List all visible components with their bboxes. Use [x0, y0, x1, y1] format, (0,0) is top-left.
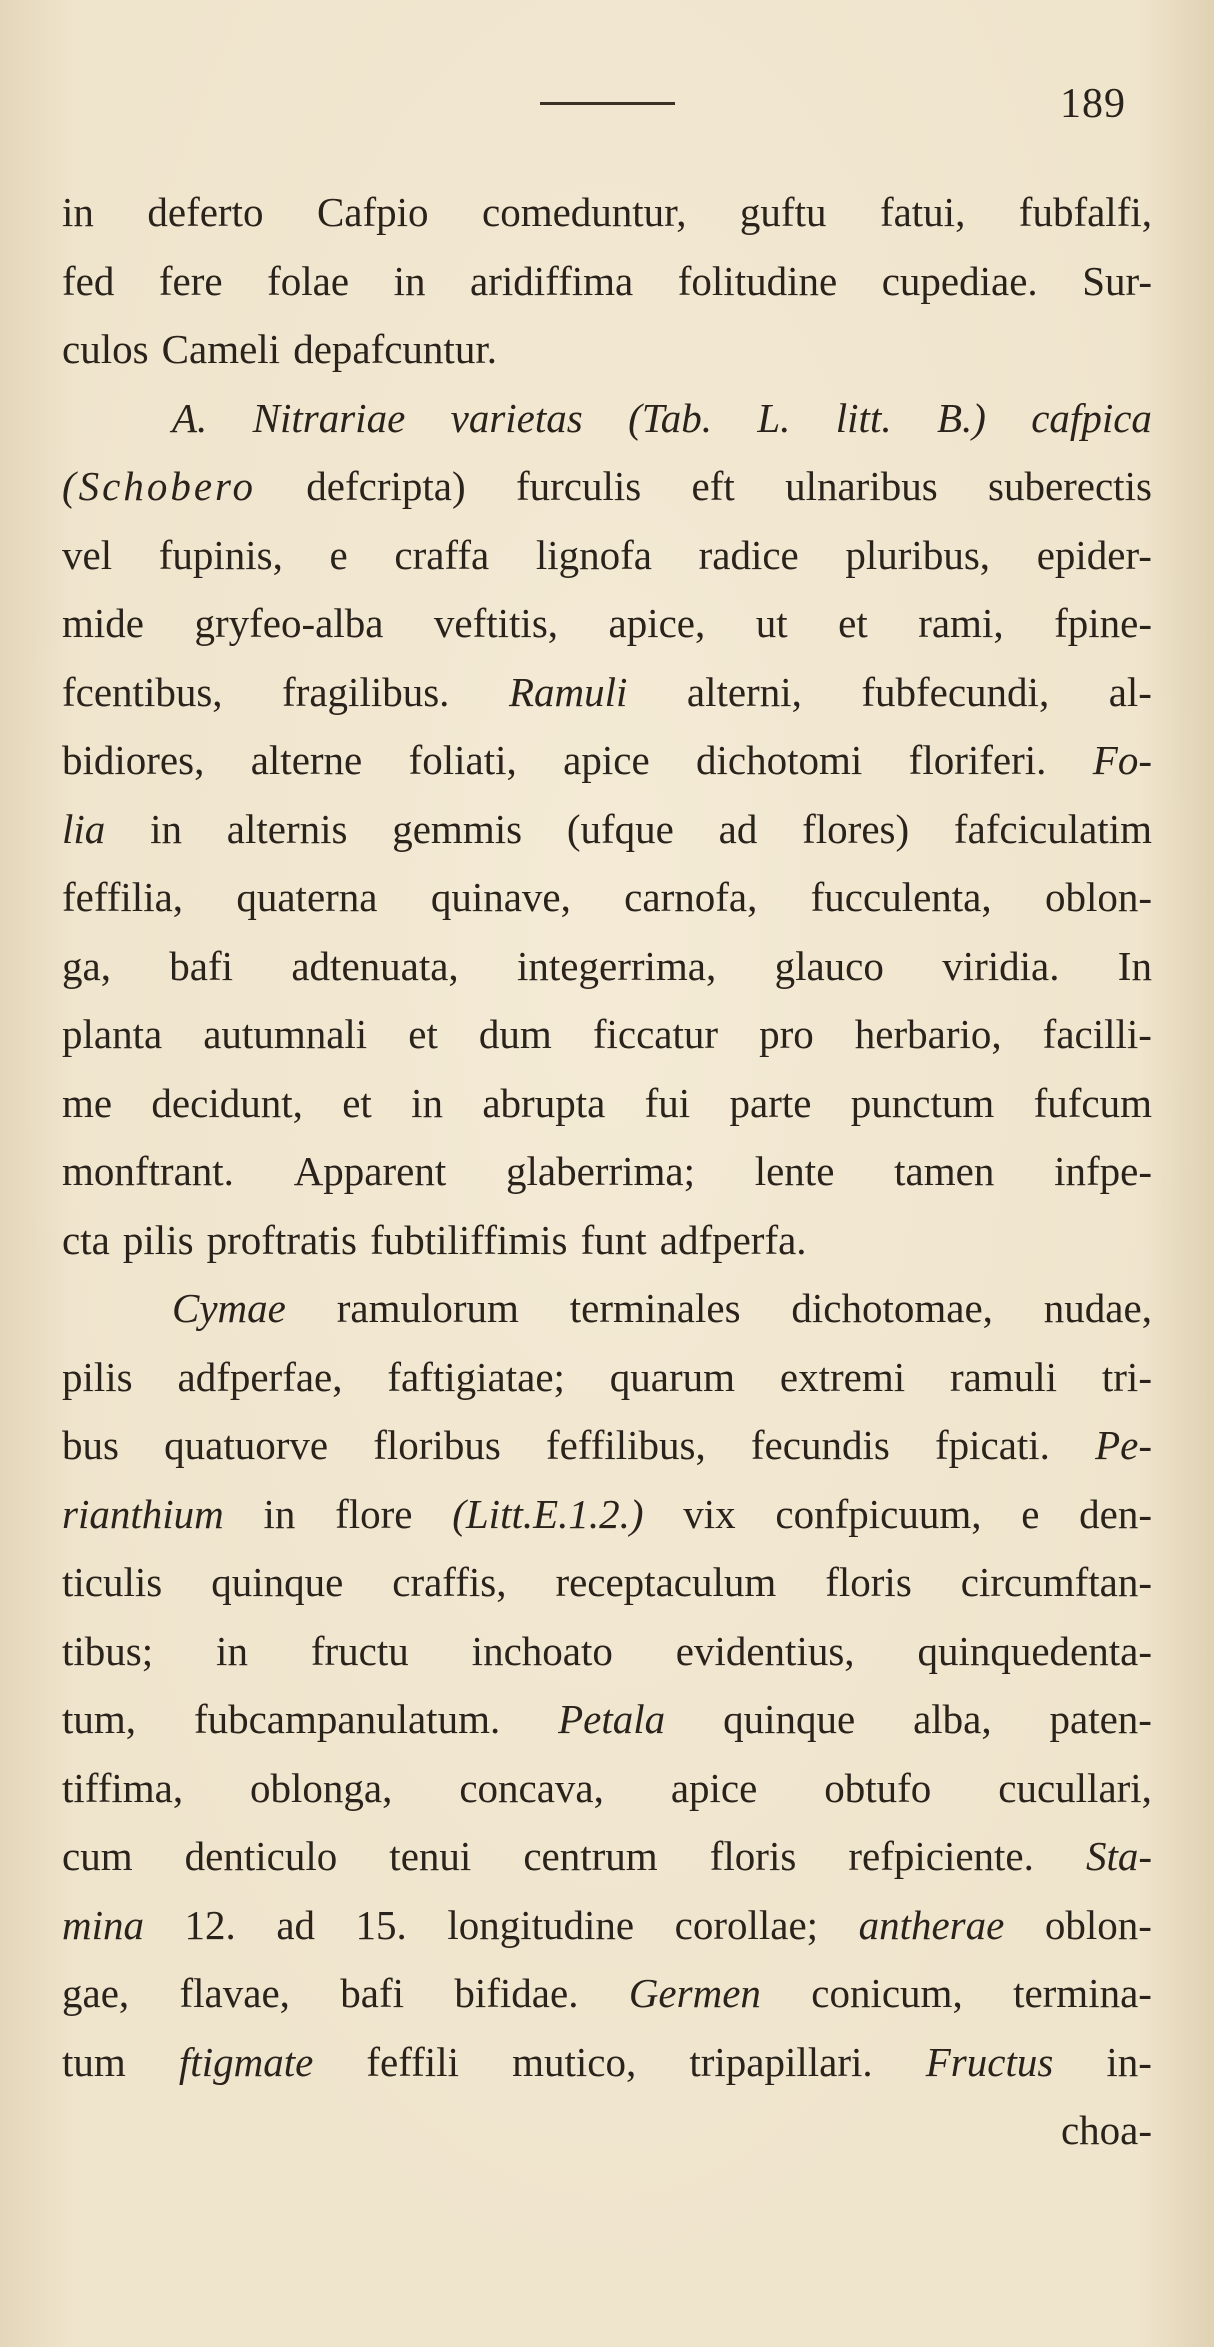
- word: bus: [62, 1422, 119, 1468]
- text-line: [62, 658, 1152, 727]
- word: floris: [709, 1833, 797, 1879]
- word: decidunt,: [151, 1079, 303, 1126]
- word: fecundis: [750, 1422, 890, 1468]
- word: dichotomi: [696, 737, 863, 783]
- text-line: [62, 315, 1152, 384]
- word: fubfalfi,: [1018, 189, 1152, 235]
- text-line: [62, 1069, 1152, 1138]
- word: (ufque: [566, 805, 674, 852]
- word: viridia.: [942, 942, 1060, 989]
- word: cum: [62, 1833, 133, 1879]
- word: aridiffima: [470, 257, 634, 304]
- word: feffilia,: [62, 874, 184, 920]
- body-text: [62, 178, 1152, 2165]
- word: B.): [936, 394, 986, 441]
- text-line: [62, 1137, 1152, 1206]
- word: ficcatur: [592, 1011, 719, 1057]
- word: ga,: [62, 942, 111, 989]
- word: pilis: [122, 1216, 194, 1263]
- word: vix: [683, 1490, 736, 1537]
- word: infpe-: [1054, 1148, 1152, 1194]
- text-line: [62, 1480, 1152, 1549]
- word: ut: [755, 600, 788, 646]
- word: craffa: [394, 531, 490, 578]
- word: adtenuata,: [291, 942, 459, 989]
- word: tiffima,: [62, 1764, 184, 1811]
- word: glauco: [774, 942, 884, 989]
- word: flore: [335, 1490, 413, 1537]
- word: epider-: [1036, 531, 1152, 578]
- word: rianthium: [62, 1490, 224, 1537]
- word: pro: [759, 1011, 814, 1057]
- word: oblon-: [1044, 874, 1152, 920]
- word: depafcuntur.: [293, 326, 497, 372]
- word: comeduntur,: [482, 189, 687, 235]
- word: apice: [563, 737, 650, 783]
- word: et: [838, 600, 868, 646]
- word: varietas: [450, 394, 583, 441]
- word: den-: [1079, 1490, 1152, 1537]
- word: confpicuum,: [775, 1490, 982, 1537]
- word: tibus;: [62, 1627, 154, 1674]
- word: gemmis: [392, 805, 523, 852]
- word: cta: [62, 1216, 110, 1263]
- word: tamen: [894, 1148, 995, 1194]
- word: fufcum: [1033, 1079, 1152, 1126]
- text-line: [62, 1411, 1152, 1480]
- text-line: [62, 1274, 1152, 1343]
- word: concava,: [459, 1764, 604, 1811]
- word: parte: [729, 1079, 812, 1126]
- text-line: [62, 1206, 1152, 1275]
- word: pluribus,: [845, 531, 991, 578]
- word: Pe-: [1095, 1422, 1152, 1468]
- word: in-: [1106, 2038, 1152, 2085]
- word: alterne: [250, 737, 363, 783]
- word: L.: [757, 394, 791, 441]
- text-line: [62, 178, 1152, 247]
- word: integerrima,: [517, 942, 717, 989]
- word: denticulo: [184, 1833, 338, 1879]
- word: flavae,: [179, 1970, 290, 2016]
- word: radice: [698, 531, 799, 578]
- word: Fructus: [925, 2038, 1054, 2085]
- word: mutico,: [512, 2038, 637, 2085]
- word: in: [263, 1490, 296, 1537]
- word: fupinis,: [158, 531, 283, 578]
- word: adfperfae,: [177, 1353, 343, 1400]
- word: quarum: [609, 1353, 736, 1400]
- word: fere: [158, 257, 223, 304]
- word: Apparent: [293, 1148, 447, 1194]
- word: fubtiliffimis: [370, 1216, 568, 1263]
- word: quinque: [723, 1696, 856, 1742]
- word: apice,: [608, 600, 706, 646]
- word: in: [411, 1079, 444, 1126]
- word: ulnaribus: [785, 463, 938, 509]
- word: autumnali: [203, 1011, 368, 1057]
- word: Petala: [558, 1696, 666, 1742]
- word: quinave,: [430, 874, 571, 920]
- text-line: [62, 1343, 1152, 1412]
- word: e: [1021, 1490, 1040, 1537]
- text-line: [62, 795, 1152, 864]
- text-line: [62, 2028, 1152, 2097]
- word: alba,: [913, 1696, 992, 1742]
- word: Ramuli: [508, 668, 628, 715]
- word: alterni,: [686, 668, 802, 715]
- word: bidiores,: [62, 737, 205, 783]
- word: adfperfa.: [659, 1216, 807, 1263]
- word: quatuorve: [164, 1422, 329, 1468]
- header-rule: [540, 102, 675, 105]
- word: defcripta): [306, 463, 466, 509]
- word: folitudine: [677, 257, 838, 304]
- word: e: [329, 531, 348, 578]
- word: gae,: [62, 1970, 130, 2016]
- word: (Litt.E.1.2.): [452, 1490, 644, 1537]
- word: 12.: [184, 1901, 236, 1948]
- word: dichotomae,: [791, 1285, 993, 1331]
- word: feffilibus,: [545, 1422, 706, 1468]
- word: lia: [62, 805, 106, 852]
- word: 15.: [355, 1901, 407, 1948]
- word: veftitis,: [433, 600, 559, 646]
- text-line: [62, 521, 1152, 590]
- word: In: [1117, 942, 1152, 989]
- word: al-: [1108, 668, 1152, 715]
- word: mide: [62, 600, 144, 646]
- text-line: [62, 932, 1152, 1001]
- word: alternis: [226, 805, 348, 852]
- text-line: [62, 1617, 1152, 1686]
- word: fafciculatim: [953, 805, 1152, 852]
- word: tum,: [62, 1696, 137, 1742]
- word: eft: [691, 463, 735, 509]
- word: ticulis: [62, 1559, 163, 1605]
- word: planta: [62, 1011, 163, 1057]
- word: floribus: [373, 1422, 501, 1468]
- word: faftigiatae;: [387, 1353, 565, 1400]
- word: feffili: [366, 2038, 459, 2085]
- word: fatui,: [879, 189, 966, 235]
- word: litt.: [835, 394, 892, 441]
- word: herbario,: [854, 1011, 1002, 1057]
- word: fui: [644, 1079, 691, 1126]
- word: folae: [267, 257, 350, 304]
- word: bafi: [169, 942, 234, 989]
- word: Fo-: [1092, 737, 1152, 783]
- word: fpine-: [1054, 600, 1152, 646]
- text-line: [62, 384, 1152, 453]
- word: in: [150, 805, 182, 852]
- word: punctum: [850, 1079, 995, 1126]
- word: funt: [580, 1216, 647, 1263]
- word: floris: [825, 1559, 912, 1605]
- word: quinque: [211, 1559, 344, 1605]
- word: dum: [478, 1011, 552, 1057]
- word: proftratis: [206, 1216, 357, 1263]
- word: Nitrariae: [252, 394, 406, 441]
- word: centrum: [523, 1833, 658, 1879]
- text-line: [62, 1754, 1152, 1823]
- word: facilli-: [1042, 1011, 1152, 1057]
- text-line: [62, 1548, 1152, 1617]
- word: guftu: [739, 189, 827, 235]
- word: fucculenta,: [810, 874, 992, 920]
- word: evidentius,: [675, 1627, 855, 1674]
- text-line: [62, 1891, 1152, 1960]
- word: fructu: [310, 1627, 409, 1674]
- text-line: [62, 2096, 1152, 2165]
- word: A.: [172, 394, 208, 441]
- word: choa-: [1060, 2107, 1152, 2153]
- word: floriferi.: [908, 737, 1047, 783]
- word: Germen: [628, 1970, 761, 2016]
- word: ramulorum: [336, 1285, 519, 1331]
- word: Sur-: [1082, 257, 1152, 304]
- word: foliati,: [408, 737, 517, 783]
- word: monftrant.: [62, 1148, 234, 1194]
- word: gryfeo-alba: [194, 600, 384, 646]
- word: circumftan-: [960, 1559, 1152, 1605]
- word: abrupta: [482, 1079, 606, 1126]
- word: culos: [62, 326, 149, 372]
- word: suberectis: [987, 463, 1152, 509]
- word: paten-: [1049, 1696, 1152, 1742]
- word: tum: [62, 2038, 126, 2085]
- word: apice: [670, 1764, 758, 1811]
- word: furculis: [515, 463, 642, 509]
- page-number: 189: [1060, 81, 1126, 127]
- word: tenui: [389, 1833, 472, 1879]
- word: tripapillari.: [689, 2038, 873, 2085]
- word: deferto: [147, 189, 264, 235]
- word: termina-: [1013, 1970, 1152, 2016]
- word: craffis,: [392, 1559, 507, 1605]
- word: in: [62, 189, 94, 235]
- word: nudae,: [1043, 1285, 1152, 1331]
- word: Cafpio: [316, 189, 429, 235]
- word: fragilibus.: [282, 668, 450, 715]
- text-line: [62, 1685, 1152, 1754]
- word: obtufo: [824, 1764, 932, 1811]
- word: fed: [62, 257, 115, 304]
- word: receptaculum: [555, 1559, 777, 1605]
- word: ad: [276, 1901, 316, 1948]
- word: fpicati.: [934, 1422, 1050, 1468]
- text-line: [62, 863, 1152, 932]
- word: pilis: [62, 1353, 133, 1400]
- word: carnofa,: [624, 874, 758, 920]
- word: Cymae: [172, 1285, 286, 1331]
- word: quinquedenta-: [917, 1627, 1152, 1674]
- word: cucullari,: [998, 1764, 1152, 1811]
- word: antherae: [858, 1901, 1005, 1948]
- word: (Tab.: [628, 394, 713, 441]
- word: cafpica: [1031, 394, 1152, 441]
- word: bafi: [340, 1970, 405, 2016]
- word: me: [62, 1079, 113, 1126]
- word: in: [393, 257, 426, 304]
- word: mina: [62, 1901, 144, 1948]
- word: flores): [802, 805, 910, 852]
- word: ad: [718, 805, 758, 852]
- word: longitudine: [447, 1901, 635, 1948]
- word: ftigmate: [178, 2038, 314, 2085]
- text-line: [62, 726, 1152, 795]
- word: corollae;: [674, 1901, 819, 1948]
- word: terminales: [569, 1285, 741, 1331]
- text-line: [62, 247, 1152, 316]
- word: lignofa: [535, 531, 652, 578]
- word: refpiciente.: [848, 1833, 1034, 1879]
- word: (Schobero: [62, 463, 256, 509]
- word: Cameli: [161, 326, 281, 372]
- text-line: [62, 1959, 1152, 2028]
- word: fcentibus,: [62, 668, 223, 715]
- text-line: [62, 589, 1152, 658]
- word: lente: [754, 1148, 835, 1194]
- word: oblonga,: [250, 1764, 393, 1811]
- word: conicum,: [811, 1970, 963, 2016]
- text-line: [62, 452, 1152, 521]
- word: rami,: [918, 600, 1004, 646]
- word: et: [342, 1079, 372, 1126]
- word: in: [216, 1627, 248, 1674]
- word: extremi: [779, 1353, 906, 1400]
- word: bifidae.: [454, 1970, 579, 2016]
- word: et: [408, 1011, 438, 1057]
- word: oblon-: [1044, 1901, 1152, 1948]
- word: glaberrima;: [506, 1148, 695, 1194]
- word: fubcampanulatum.: [193, 1696, 501, 1742]
- word: vel: [62, 531, 113, 578]
- word: Sta-: [1085, 1833, 1152, 1879]
- word: ramuli: [950, 1353, 1058, 1400]
- word: tri-: [1101, 1353, 1152, 1400]
- word: quaterna: [236, 874, 378, 920]
- word: inchoato: [471, 1627, 613, 1674]
- text-line: [62, 1000, 1152, 1069]
- word: fubfecundi,: [861, 668, 1050, 715]
- text-line: [62, 1822, 1152, 1891]
- word: cupediae.: [881, 257, 1038, 304]
